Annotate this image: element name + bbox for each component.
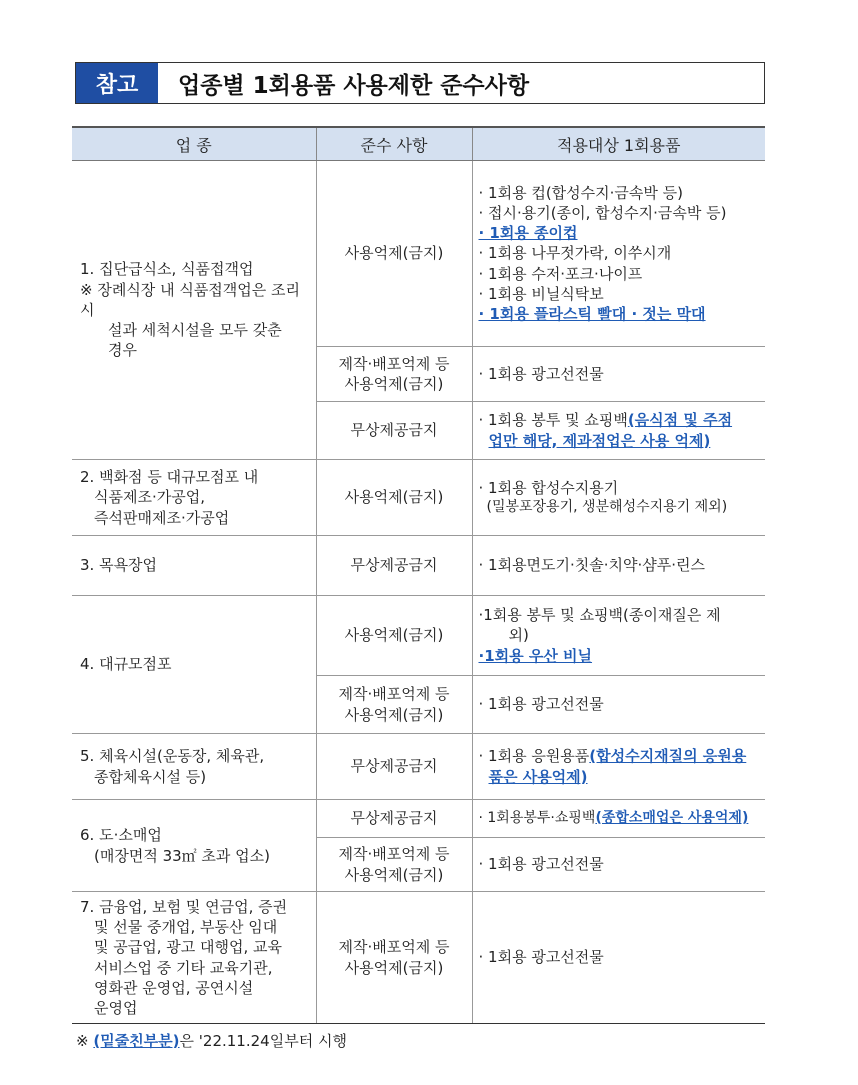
business-type-cell: 2. 백화점 등 대규모점포 내 식품제조·가공업, 즉석판매제조·가공업 xyxy=(72,460,316,536)
table-row xyxy=(72,734,765,800)
list-item: · 1회용 수저·포크·나이프 xyxy=(478,264,643,283)
target-items-cell: · 1회용면도기·칫솔·치약·샴푸·린스 xyxy=(472,536,765,596)
column-header-compliance: 준수 사항 xyxy=(316,127,472,161)
list-item: · 1회용 플라스틱 빨대 · 젓는 막대 xyxy=(478,305,706,324)
target-items-cell: · 1회용 응원용품(합성수지재질의 응원용 품은 사용억제) xyxy=(472,734,765,800)
column-header-target-items: 적용대상 1회용품 xyxy=(472,127,765,161)
business-type-cell: 5. 체육시설(운동장, 체육관, 종합체육시설 등) xyxy=(72,734,316,800)
compliance-cell: 사용억제(금지) xyxy=(316,596,472,676)
rules-table xyxy=(72,126,765,1024)
target-items-cell: · 1회용봉투·쇼핑백(종합소매업은 사용억제) xyxy=(472,800,765,838)
footnote xyxy=(76,1030,347,1051)
table-row xyxy=(72,161,765,347)
list-item: · 1회용 종이컵 xyxy=(478,224,578,243)
list-item: · 1회용 나무젓가락, 이쑤시개 xyxy=(478,244,672,263)
compliance-cell: 무상제공금지 xyxy=(316,734,472,800)
title-box xyxy=(75,62,765,104)
compliance-cell: 제작·배포억제 등 사용억제(금지) xyxy=(316,676,472,734)
list-item: · 1회용 비닐식탁보 xyxy=(478,284,604,303)
table-row xyxy=(72,800,765,838)
reference-tag: 참고 xyxy=(76,63,158,103)
business-type-cell: 7. 금융업, 보험 및 연금업, 증권 및 선물 중개업, 부동산 임대 및 공급업, 광고 대행업, 교육 서비스업 중 기타 교육기관, 영화관 운영업, 공연시설 운영업 xyxy=(72,892,316,1024)
table-header-row xyxy=(72,127,765,161)
compliance-cell: 제작·배포억제 등 사용억제(금지) xyxy=(316,347,472,402)
target-items-cell: · 1회용 광고선전물 xyxy=(472,676,765,734)
footnote-highlight: (밑줄친부분) xyxy=(93,1032,180,1050)
business-type-cell: 6. 도·소매업 (매장면적 33㎡ 초과 업소) xyxy=(72,800,316,892)
business-type-cell: 3. 목욕장업 xyxy=(72,536,316,596)
target-items-cell: · 1회용 합성수지용기 (밀봉포장용기, 생분해성수지용기 제외) xyxy=(472,460,765,536)
target-items-cell xyxy=(472,161,765,347)
business-type-cell: 1. 집단급식소, 식품접객업 ※ 장례식장 내 식품접객업은 조리시 설과 세척시설을 모두 갖춘 경우 xyxy=(72,161,316,460)
target-items-cell: · 1회용 광고선전물 xyxy=(472,347,765,402)
compliance-cell: 무상제공금지 xyxy=(316,800,472,838)
table-row xyxy=(72,460,765,536)
target-items-cell: · 1회용 광고선전물 xyxy=(472,838,765,892)
compliance-cell: 사용억제(금지) xyxy=(316,161,472,347)
compliance-cell: 무상제공금지 xyxy=(316,402,472,460)
table-row xyxy=(72,596,765,676)
compliance-cell: 제작·배포억제 등 사용억제(금지) xyxy=(316,838,472,892)
target-items-cell: ·1회용 봉투 및 쇼핑백(종이재질은 제 외) ·1회용 우산 비닐 xyxy=(472,596,765,676)
compliance-cell: 무상제공금지 xyxy=(316,536,472,596)
compliance-cell: 사용억제(금지) xyxy=(316,460,472,536)
column-header-business: 업 종 xyxy=(72,127,316,161)
compliance-cell: 제작·배포억제 등 사용억제(금지) xyxy=(316,892,472,1024)
footnote-mark: ※ xyxy=(76,1032,89,1050)
footnote-text: 은 '22.11.24일부터 시행 xyxy=(179,1032,347,1050)
target-items-cell: · 1회용 광고선전물 xyxy=(472,892,765,1024)
list-item: · 접시·용기(종이, 합성수지·금속박 등) xyxy=(478,203,727,222)
page-title: 업종별 1회용품 사용제한 준수사항 xyxy=(178,72,530,99)
list-item: · 1회용 컵(합성수지·금속박 등) xyxy=(478,183,683,202)
target-items-cell: · 1회용 봉투 및 쇼핑백(음식점 및 주점 업만 해당, 제과점업은 사용 억제) xyxy=(472,402,765,460)
table-row xyxy=(72,536,765,596)
business-type-cell: 4. 대규모점포 xyxy=(72,596,316,734)
table-row xyxy=(72,892,765,1024)
